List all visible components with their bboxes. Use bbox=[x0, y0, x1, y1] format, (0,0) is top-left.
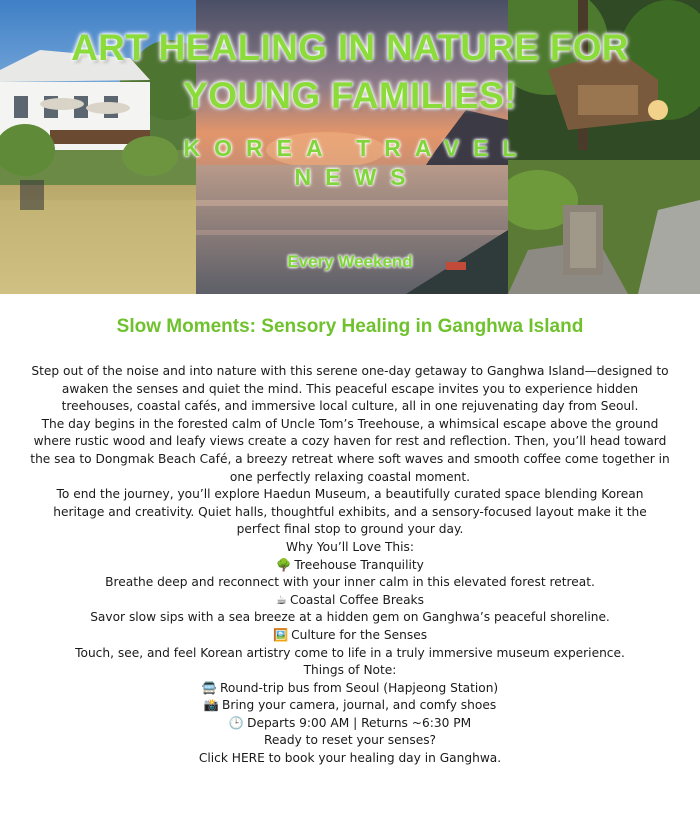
highlight-text: Savor slow sips with a sea breeze at a hidden gem on Ganghwa’s peaceful shoreline. bbox=[90, 610, 610, 625]
notes-heading: Things of Note: bbox=[303, 663, 397, 678]
highlight-title-text: Coastal Coffee Breaks bbox=[289, 592, 424, 607]
hero-banner bbox=[0, 0, 700, 294]
cta-link[interactable]: Click HERE to book your healing day in Ganghwa. bbox=[198, 751, 502, 766]
cta-question: Ready to reset your senses? bbox=[263, 733, 437, 748]
article-heading: Slow Moments: Sensory Healing in Ganghwa Island bbox=[116, 316, 584, 337]
clock-icon: 🕒 bbox=[228, 715, 245, 730]
tree-icon: 🌳 bbox=[276, 557, 292, 572]
hero-title-line: YOUNG FAMILIES! bbox=[183, 75, 517, 116]
camera-icon: 📸 bbox=[203, 698, 219, 713]
note-item bbox=[30, 715, 670, 733]
bus-icon: 🚍 bbox=[201, 680, 217, 695]
why-heading: Why You’ll Love This: bbox=[285, 539, 414, 554]
highlight-title-text: Treehouse Tranquility bbox=[294, 557, 424, 572]
note-item bbox=[30, 680, 670, 698]
note-text: Bring your camera, journal, and comfy shoes bbox=[221, 698, 497, 713]
hero-subtitle bbox=[0, 134, 700, 192]
article-body bbox=[0, 294, 700, 768]
highlight-title-text: Culture for the Senses bbox=[291, 627, 428, 642]
highlight-title bbox=[30, 557, 670, 575]
ending-paragraph: To end the journey, you’ll explore Haedun Museum, a beautifully curated space blending Korean heritage and creativity. Quiet halls, thoughtful exhibits, and a sensory-focused layout make it the perfect final stop to ground your day. bbox=[53, 487, 647, 537]
highlight-title bbox=[30, 592, 670, 610]
note-text: Round-trip bus from Seoul (Hapjeong Station) bbox=[219, 680, 499, 695]
hero-title bbox=[0, 24, 700, 120]
framed-picture-icon: 🖼️ bbox=[272, 627, 289, 642]
note-item bbox=[30, 697, 670, 715]
coffee-icon: ☕ bbox=[276, 592, 287, 607]
hero-tagline: Every Weekend bbox=[287, 252, 413, 271]
hero-title-line: ART HEALING IN NATURE FOR bbox=[71, 27, 629, 68]
highlight-text: Touch, see, and feel Korean artistry come to life in a truly immersive museum experience. bbox=[75, 645, 625, 660]
day-paragraph: The day begins in the forested calm of Uncle Tom’s Treehouse, a whimsical escape above the ground where rustic wood and leafy views create a cozy haven for rest and reflection. Then, you’ll head toward the sea to Dongmak Beach Café, a breezy retreat where soft waves and smooth coffee come together in one perfectly relaxing coastal moment. bbox=[30, 416, 670, 484]
hero-subtitle-line: KOREA TRAVEL bbox=[183, 135, 531, 161]
highlight-title bbox=[30, 627, 670, 645]
intro-paragraph: Step out of the noise and into nature with this serene one-day getaway to Ganghwa Island—designed to awaken the senses and quiet the mind. This peaceful escape invites you to experience hidden treehouses, coastal cafés, and immersive local culture, all in one rejuvenating day from Seoul. bbox=[31, 364, 669, 414]
note-text: Departs 9:00 AM | Returns ~6:30 PM bbox=[247, 715, 472, 730]
hero-subtitle-line: NEWS bbox=[294, 164, 420, 190]
highlight-text: Breathe deep and reconnect with your inner calm in this elevated forest retreat. bbox=[105, 575, 595, 590]
